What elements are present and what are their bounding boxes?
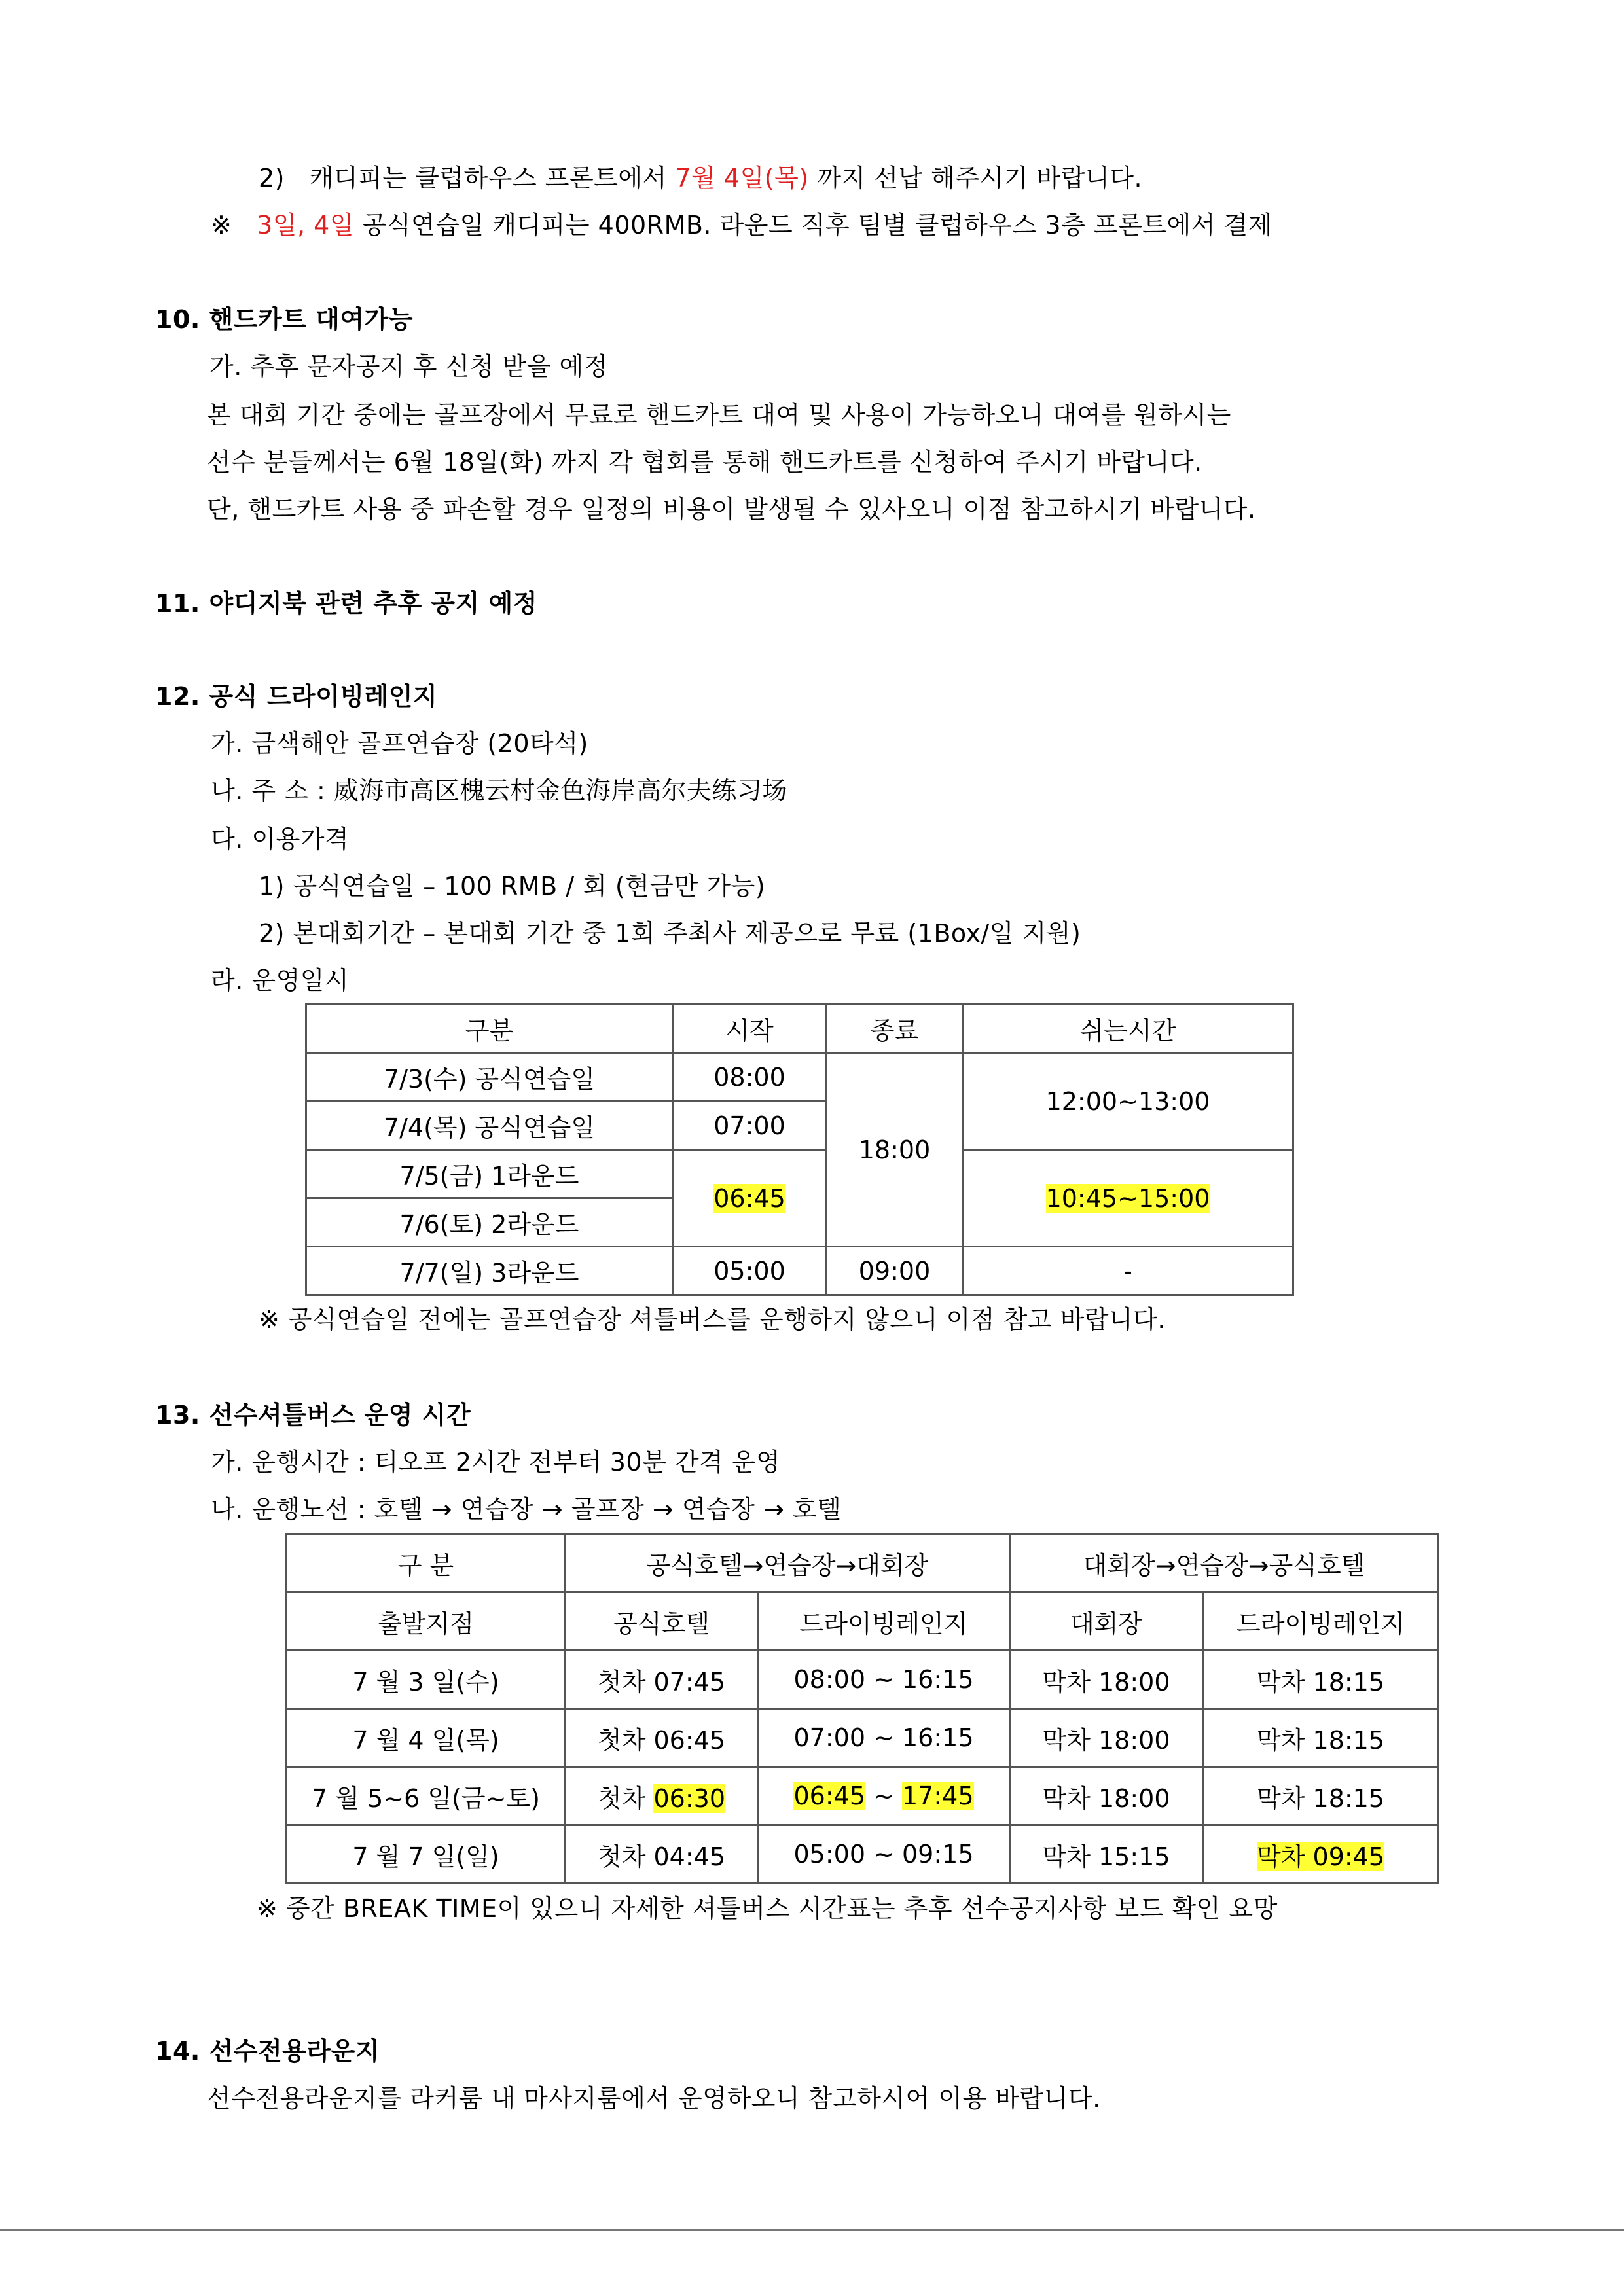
row-date: 7 월 7 일(일) bbox=[287, 1825, 566, 1884]
section-10-line-3: 선수 분들께서는 6월 18일(화) 까지 각 협회를 통해 핸드카트를 신청하여 주시기 바랍니다. bbox=[207, 448, 1202, 476]
row-range-window bbox=[758, 1651, 1010, 1709]
row-day: 7/7(일) 3라운드 bbox=[306, 1247, 673, 1295]
row-day: 7/4(목) 공식연습일 bbox=[306, 1102, 673, 1150]
row-date: 7 월 3 일(수) bbox=[287, 1651, 566, 1709]
row-hotel bbox=[566, 1825, 758, 1884]
row-range-window bbox=[758, 1825, 1010, 1884]
row-date: 7 월 5~6 일(금~토) bbox=[287, 1767, 566, 1825]
header-end: 종료 bbox=[827, 1005, 963, 1053]
row-venue-last: 막차 18:00 bbox=[1010, 1651, 1203, 1709]
row-range-last: 막차 18:15 bbox=[1203, 1651, 1439, 1709]
row-venue-last: 막차 18:00 bbox=[1010, 1767, 1203, 1825]
subheader-hotel: 공식호텔 bbox=[566, 1592, 758, 1651]
row-start: 05:00 bbox=[673, 1247, 827, 1295]
section-12-title: 12. 공식 드라이빙레인지 bbox=[155, 682, 438, 711]
table-row bbox=[306, 1150, 1293, 1198]
shuttle-table bbox=[285, 1533, 1439, 1884]
row-range-last: 막차 18:15 bbox=[1203, 1767, 1439, 1825]
first-bus-time: 07:45 bbox=[653, 1667, 725, 1696]
row-range-window bbox=[758, 1709, 1010, 1767]
price-item-1: 1) 공식연습일 – 100 RMB / 회 (현금만 가능) bbox=[259, 872, 766, 901]
row-end: 09:00 bbox=[827, 1247, 963, 1295]
header-start: 시작 bbox=[673, 1005, 827, 1053]
first-bus-label: 첫차 bbox=[597, 1842, 654, 1871]
start-rounds-cell bbox=[673, 1150, 827, 1247]
section-14-title: 14. 선수전용라운지 bbox=[155, 2037, 380, 2066]
range-close: 16:15 bbox=[902, 1723, 974, 1752]
rest-rounds: 10:45~15:00 bbox=[1045, 1183, 1210, 1213]
range-sep: ~ bbox=[865, 1723, 902, 1752]
page-footer-rule bbox=[0, 2229, 1624, 2231]
header-division: 구 분 bbox=[287, 1534, 566, 1592]
range-address: 威海市高区槐云村金色海岸高尔夫练习场 bbox=[333, 776, 787, 805]
lounge-text: 선수전용라운지를 라커룸 내 마사지룸에서 운영하오니 참고하시어 이용 바랍니다. bbox=[207, 2084, 1101, 2113]
subheader-range-1: 드라이빙레인지 bbox=[758, 1592, 1010, 1651]
range-schedule-table bbox=[305, 1003, 1294, 1296]
price-item-2: 2) 본대회기간 – 본대회 기간 중 1회 주최사 제공으로 무료 (1Box/일 지원) bbox=[259, 919, 1081, 948]
subheader-venue: 대회장 bbox=[1010, 1592, 1203, 1651]
row-range-last: 막차 18:15 bbox=[1203, 1709, 1439, 1767]
subheader-range-2: 드라이빙레인지 bbox=[1203, 1592, 1439, 1651]
range-name: 가. 금색해안 골프연습장 (20타석) bbox=[211, 729, 588, 758]
range-address-line bbox=[211, 774, 787, 808]
row-venue-last: 막차 15:15 bbox=[1010, 1825, 1203, 1884]
end-time-main: 18:00 bbox=[827, 1053, 963, 1247]
row-hotel bbox=[566, 1767, 758, 1825]
range-close: 09:15 bbox=[902, 1840, 974, 1869]
range-note: ※ 공식연습일 전에는 골프연습장 셔틀버스를 운행하지 않으니 이점 참고 바랍니다. bbox=[259, 1305, 1166, 1334]
row-venue-last: 막차 18:00 bbox=[1010, 1709, 1203, 1767]
table-subheader-row bbox=[287, 1592, 1439, 1651]
price-heading: 다. 이용가격 bbox=[211, 825, 350, 853]
first-bus-label: 첫차 bbox=[597, 1784, 654, 1813]
table-row bbox=[306, 1247, 1293, 1295]
subheader-departure: 출발지점 bbox=[287, 1592, 566, 1651]
start-rounds: 06:45 bbox=[713, 1183, 785, 1213]
range-close: 16:15 bbox=[902, 1665, 974, 1694]
caddie-prepay-line bbox=[259, 161, 1142, 195]
row-range-window bbox=[758, 1767, 1010, 1825]
range-sep: ~ bbox=[865, 1840, 902, 1869]
caddie-prepay-text: 캐디피는 클럽하우스 프론트에서 bbox=[309, 164, 676, 192]
section-10-line-1: 가. 추후 문자공지 후 신청 받을 예정 bbox=[209, 352, 608, 381]
section-13-title: 13. 선수셔틀버스 운영 시간 bbox=[155, 1401, 471, 1429]
row-hotel bbox=[566, 1709, 758, 1767]
header-route-return: 대회장→연습장→공식호텔 bbox=[1010, 1534, 1439, 1592]
shuttle-note: ※ 중간 BREAK TIME이 있으니 자세한 셔틀버스 시간표는 추후 선수공지사항 보드 확인 요망 bbox=[257, 1894, 1278, 1923]
first-bus-time: 04:45 bbox=[653, 1842, 725, 1871]
row-start: 08:00 bbox=[673, 1053, 827, 1102]
caddie-note-days: 3일, 4일 bbox=[257, 211, 355, 240]
first-bus-label: 첫차 bbox=[597, 1667, 654, 1696]
row-range-last bbox=[1203, 1825, 1439, 1884]
table-header-row bbox=[306, 1005, 1293, 1053]
shuttle-hours: 가. 운행시간 : 티오프 2시간 전부터 30분 간격 운영 bbox=[211, 1448, 781, 1477]
table-row bbox=[287, 1709, 1439, 1767]
row-day: 7/3(수) 공식연습일 bbox=[306, 1053, 673, 1102]
schedule-heading: 라. 운영일시 bbox=[211, 966, 350, 995]
range-sep: ~ bbox=[865, 1665, 902, 1694]
shuttle-route: 나. 운행노선 : 호텔 → 연습장 → 골프장 → 연습장 → 호텔 bbox=[211, 1495, 842, 1524]
table-row bbox=[306, 1053, 1293, 1102]
caddie-note-line bbox=[211, 208, 1272, 242]
section-10-line-4: 단, 핸드카트 사용 중 파손할 경우 일정의 비용이 발생될 수 있사오니 이점 참고하시기 바랍니다. bbox=[207, 495, 1256, 524]
row-start: 07:00 bbox=[673, 1102, 827, 1150]
caddie-prepay-tail: 까지 선납 해주시기 바랍니다. bbox=[808, 164, 1143, 192]
row-date: 7 월 4 일(목) bbox=[287, 1709, 566, 1767]
table-header-row bbox=[287, 1534, 1439, 1592]
row-hotel bbox=[566, 1651, 758, 1709]
address-label: 나. 주 소 : bbox=[211, 776, 334, 805]
row-rest: - bbox=[963, 1247, 1293, 1295]
first-bus-time: 06:30 bbox=[653, 1784, 725, 1813]
range-close: 17:45 bbox=[902, 1782, 974, 1810]
section-11-title: 11. 야디지북 관련 추후 공지 예정 bbox=[155, 589, 537, 618]
range-open: 08:00 bbox=[793, 1665, 865, 1694]
table-row bbox=[287, 1767, 1439, 1825]
section-10-line-2: 본 대회 기간 중에는 골프장에서 무료로 핸드카트 대여 및 사용이 가능하오니 대여를 원하시는 bbox=[207, 401, 1231, 429]
first-bus-label: 첫차 bbox=[597, 1725, 654, 1755]
header-rest: 쉬는시간 bbox=[963, 1005, 1293, 1053]
rest-practice: 12:00~13:00 bbox=[963, 1053, 1293, 1150]
note-mark: ※ bbox=[211, 211, 232, 240]
header-division: 구분 bbox=[306, 1005, 673, 1053]
range-open: 06:45 bbox=[793, 1782, 865, 1810]
section-10-title: 10. 핸드카트 대여가능 bbox=[155, 305, 413, 334]
caddie-prepay-deadline: 7월 4일(목) bbox=[675, 164, 809, 192]
range-sep: ~ bbox=[865, 1782, 902, 1810]
header-route-outbound: 공식호텔→연습장→대회장 bbox=[566, 1534, 1010, 1592]
caddie-note-text: 공식연습일 캐디피는 400RMB. 라운드 직후 팀별 클럽하우스 3층 프론트에서 결제 bbox=[354, 211, 1272, 240]
table-row bbox=[287, 1651, 1439, 1709]
table-row bbox=[287, 1825, 1439, 1884]
first-bus-time: 06:45 bbox=[653, 1725, 725, 1755]
row-day: 7/5(금) 1라운드 bbox=[306, 1150, 673, 1198]
range-open: 05:00 bbox=[793, 1840, 865, 1869]
last-bus-highlight: 막차 09:45 bbox=[1257, 1842, 1385, 1871]
list-number: 2) bbox=[259, 164, 285, 192]
row-day: 7/6(토) 2라운드 bbox=[306, 1198, 673, 1247]
rest-rounds-cell bbox=[963, 1150, 1293, 1247]
range-open: 07:00 bbox=[793, 1723, 865, 1752]
